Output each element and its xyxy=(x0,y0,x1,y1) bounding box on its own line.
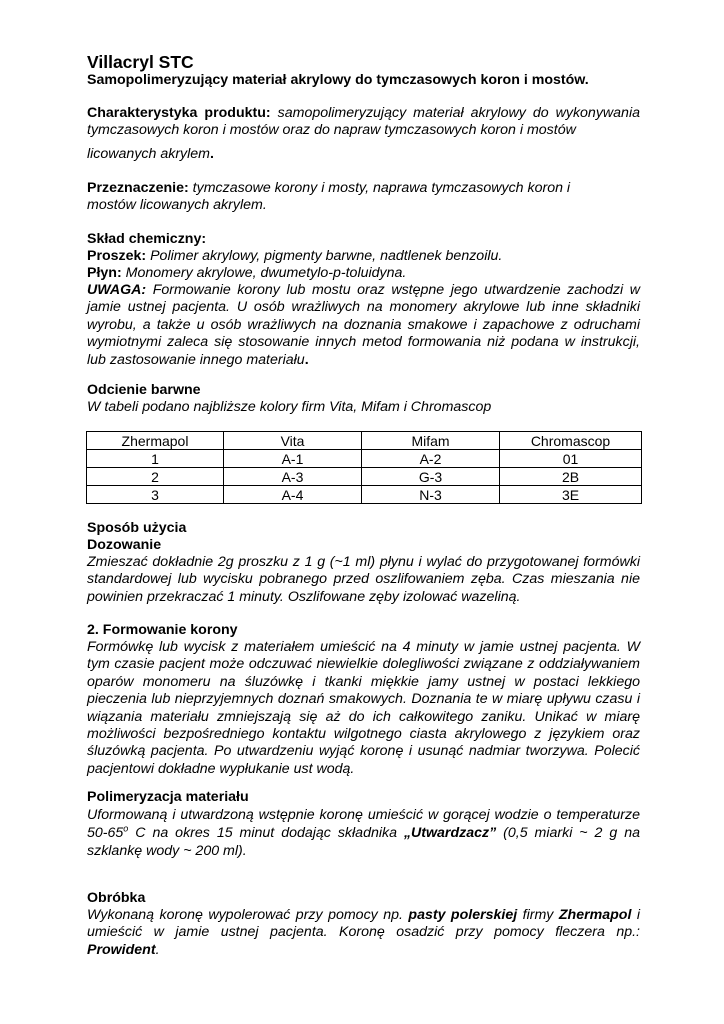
table-cell: G-3 xyxy=(362,468,500,486)
table-row xyxy=(87,468,642,486)
liquid-label: Płyn: xyxy=(87,265,122,281)
characteristics-text-end: licowanych akrylem xyxy=(87,146,210,162)
table-cell: 01 xyxy=(500,450,642,468)
polymerization-text: Uformowaną i utwardzoną wstępnie koronę umieścić w gorącej wodzie o temperaturze 50-65$^o$ C na okres 15 minut dodając składnika „Utwardzacz” (0,5 miarki ~ 2 g na szklankę wody ~ 200 ml). xyxy=(87,807,640,859)
liquid-text: Monomery akrylowe, dwumetylo-p-toluidyna. xyxy=(125,265,407,281)
dosing-heading: Dozowanie xyxy=(87,537,162,553)
cement-name: Prowident xyxy=(87,941,156,958)
column-header: Zhermapol xyxy=(87,432,224,450)
table-row xyxy=(87,486,642,504)
table-cell: 1 xyxy=(87,450,224,468)
table-cell: 2 xyxy=(87,468,224,486)
forming-text: Formówkę lub wycisk z materiałem umieścić na 4 minuty w jamie ustnej pacjenta. W tym czasie pacjent może odczuwać niewielkie dolegliwości związane z oddziaływaniem oparów monomeru na śluzówkę i tkanki miękkie jamy ustnej w postaci lekkiego pieczenia lub nieprzyjemnych doznań smakowych. Doznania te w miarę upływu czasu i wiązania materiału zmniejszają się aż do ich całkowitego zaniku. Unikać w miarę możliwości bezpośredniego kontaktu wilgotnego ciasta akrylowego z językiem oraz śluzówką pacjenta. Po utwardzeniu wyjąć koronę i usunąć nadmiar tworzywa. Polecić pacjentowi dokładne wypłukanie ust wodą. xyxy=(87,639,640,777)
liquid-line xyxy=(87,265,640,282)
shade-table xyxy=(86,431,642,504)
table-cell: N-3 xyxy=(362,486,500,504)
warning-label: UWAGA: xyxy=(87,282,147,298)
usage-heading: Sposób użycia xyxy=(87,520,187,536)
shades-heading: Odcienie barwne xyxy=(87,382,201,398)
table-cell: A-2 xyxy=(362,450,500,468)
degree-mark: o xyxy=(123,823,129,834)
warning-paragraph: UWAGA: Formowanie korony lub mostu oraz wstępne jego utwardzenie zachodzi w jamie ustnej pacjenta. U osób wrażliwych na monomery akrylowe lub inne składniki wyrobu, a także u osób wrażliwych na doznania smakowe i zapachowe z odruchami wymiotnymi zaleca się stosowanie innych metod formowania niż podana w instrukcji, lub zastosowanie innego materiału. xyxy=(87,282,640,368)
column-header: Chromascop xyxy=(500,432,642,450)
composition-heading: Skład chemiczny: xyxy=(87,231,207,247)
forming-heading: 2. Formowanie korony xyxy=(87,622,238,638)
table-row xyxy=(87,450,642,468)
table-cell: 2B xyxy=(500,468,642,486)
table-cell: A-4 xyxy=(224,486,362,504)
finishing-heading: Obróbka xyxy=(87,890,146,906)
table-cell: 3E xyxy=(500,486,642,504)
characteristics-continuation: licowanych akrylem. xyxy=(87,146,214,162)
product-subtitle: Samopolimeryzujący materiał akrylowy do tymczasowych koron i mostów. xyxy=(87,72,589,88)
dosing-text: Zmieszać dokładnie 2g proszku z 1 g (~1 ml) płynu i wylać do przygotowanej formówki standardowej lub wycisku pobranego przed oszlifowaniem zęba. Czas mieszania nie powinien przekraczać 1 minuty. Oszlifowane zęby izolować wazeliną. xyxy=(87,554,640,605)
purpose-label: Przeznaczenie: xyxy=(87,180,189,196)
powder-text: Polimer akrylowy, pigmenty barwne, nadtlenek benzoilu. xyxy=(150,248,503,264)
column-header: Mifam xyxy=(362,432,500,450)
table-cell: 3 xyxy=(87,486,224,504)
column-header: Vita xyxy=(224,432,362,450)
table-header-row xyxy=(87,432,642,450)
shades-note: W tabeli podano najbliższe kolory firm Vita, Mifam i Chromascop xyxy=(87,399,492,415)
characteristics-paragraph xyxy=(87,105,640,140)
purpose-text: tymczasowe korony i mosty, naprawa tymczasowych koron i mostów licowanych akrylem. xyxy=(87,180,571,214)
powder-label: Proszek: xyxy=(87,248,147,264)
warning-text: Formowanie korony lub mostu oraz wstępne jego utwardzenie zachodzi w jamie ustnej pacjenta. U osób wrażliwych na monomery akrylowe lub inne składniki wyrobu, a także u osób wrażliwych na doznania smakowe i zapachowe z odruchami wymiotnymi zaleca się stosowanie innych metod formowania niż podana w instrukcji, lub zastosowanie innego materiału xyxy=(87,282,640,368)
polymerization-heading: Polimeryzacja materiału xyxy=(87,789,249,805)
table-cell: A-1 xyxy=(224,450,362,468)
hardener-name: „Utwardzacz” xyxy=(403,825,497,841)
product-title: Villacryl STC xyxy=(87,52,194,72)
powder-line xyxy=(87,248,640,265)
finishing-text: Wykonaną koronę wypolerować przy pomocy np. pasty polerskiej firmy Zhermapol i umieścić w jamie ustnej pacjenta. Koronę osadzić przy pomocy fleczera np.: Prowident. xyxy=(87,907,641,958)
brand-name: Zhermapol xyxy=(558,907,632,923)
characteristics-label: Charakterystyka produktu: xyxy=(87,105,271,121)
characteristics-text: samopolimeryzujący materiał akrylowy do wykonywania tymczasowych koron i mostów oraz do napraw tymczasowych koron i mostów xyxy=(87,105,640,139)
polishing-paste: pasty polerskiej xyxy=(408,907,518,923)
purpose-paragraph xyxy=(87,180,597,215)
table-cell: A-3 xyxy=(224,468,362,486)
